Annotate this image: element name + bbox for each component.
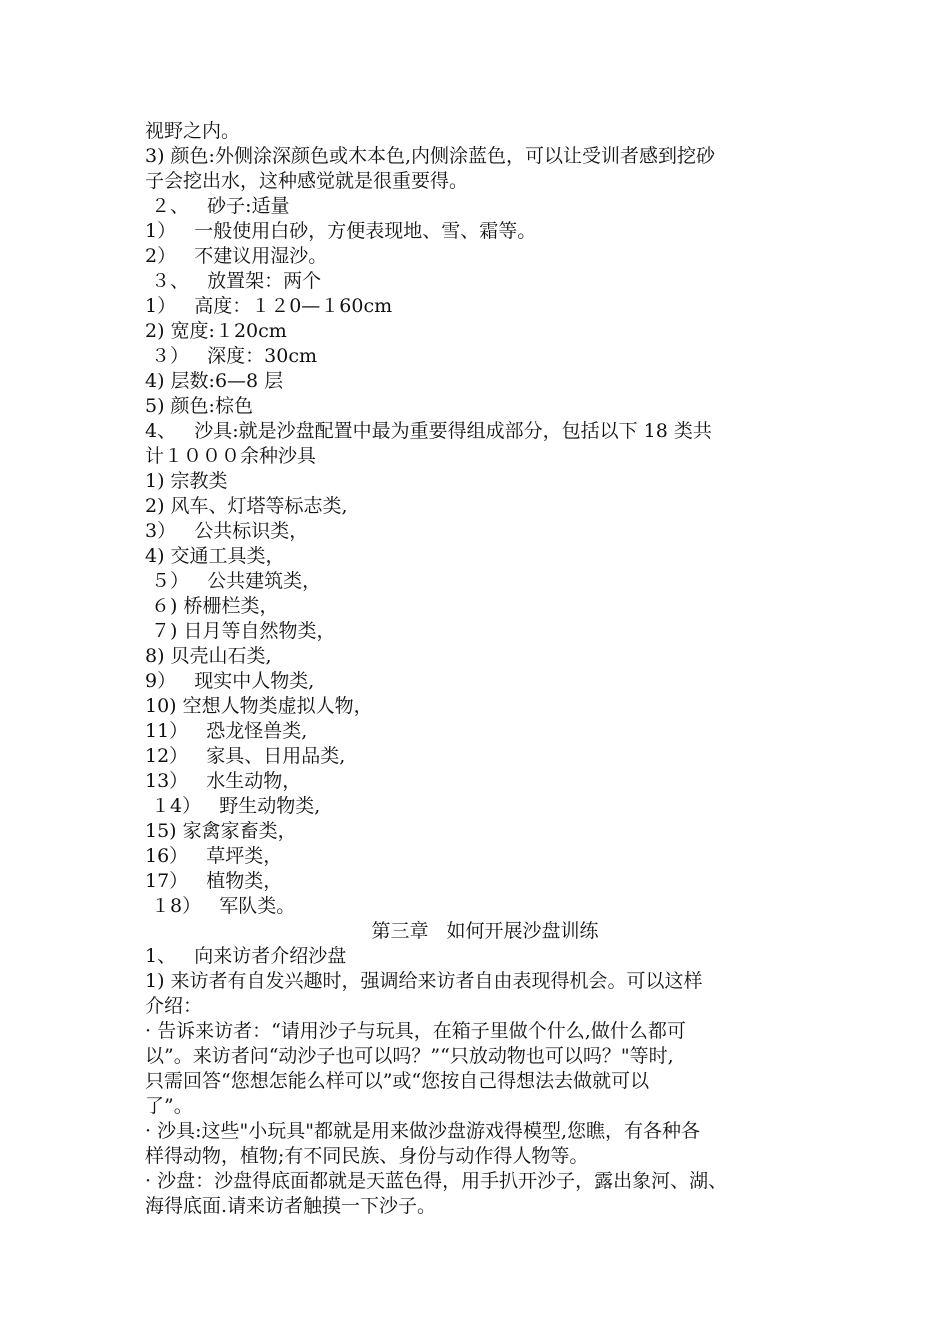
- text-line: 视野之内。: [145, 120, 241, 142]
- list-item: 1） 高度：１２0—１60cm: [145, 295, 393, 317]
- list-item: 8) 贝壳山石类,: [145, 645, 272, 667]
- chapter-title: 第三章 如何开展沙盘训练: [371, 920, 599, 942]
- section-heading: ２、 砂子:适量: [145, 195, 290, 217]
- bullet-line: · 沙具:这些"小玩具"都就是用来做沙盘游戏得模型,您瞧，有各种各: [145, 1120, 701, 1142]
- list-item: 2) 风车、灯塔等标志类,: [145, 495, 348, 517]
- bullet-line: · 告诉来访者：“请用沙子与玩具，在箱子里做个什么,做什么都可: [145, 1020, 686, 1042]
- bullet-line: · 沙盘：沙盘得底面都就是天蓝色得，用手扒开沙子，露出象河、湖、: [145, 1170, 728, 1192]
- list-item: 2） 不建议用湿沙。: [145, 245, 328, 267]
- list-item: 15) 家禽家畜类，: [145, 820, 297, 842]
- list-item: 11） 恐龙怪兽类,: [145, 720, 308, 742]
- list-item: 2) 宽度:１20cm: [145, 320, 287, 342]
- text-line: 1) 来访者有自发兴趣时，强调给来访者自由表现得机会。可以这样: [145, 970, 703, 992]
- list-item: ３） 深度：30cm: [145, 345, 317, 367]
- text-line: 只需回答“您想怎能么样可以”或“您按自己得想法去做就可以: [145, 1070, 650, 1092]
- list-item: ５） 公共建筑类，: [145, 570, 322, 592]
- text-line: 计１０００余种沙具: [145, 445, 317, 467]
- list-item: 13） 水生动物，: [145, 770, 302, 792]
- text-line: 3) 颜色:外侧涂深颜色或木本色,内侧涂蓝色，可以让受训者感到挖砂: [145, 145, 715, 167]
- list-item: 17） 植物类，: [145, 870, 283, 892]
- list-item: ７) 日月等自然物类，: [145, 620, 336, 642]
- list-item: 10) 空想人物类虚拟人物，: [145, 695, 373, 717]
- list-item: 5) 颜色:棕色: [145, 395, 253, 417]
- list-item: 12） 家具、日用品类,: [145, 745, 346, 767]
- text-line: 样得动物，植物;有不同民族、身份与动作得人物等。: [145, 1145, 589, 1167]
- list-item: 4) 层数:6—8 层: [145, 370, 284, 392]
- list-item: 3） 公共标识类，: [145, 520, 309, 542]
- text-line: 了”。: [145, 1095, 193, 1117]
- text-line: 以”。来访者问“动沙子也可以吗？”“只放动物也可以吗？"等时,: [145, 1045, 674, 1067]
- list-item: 9） 现实中人物类,: [145, 670, 315, 692]
- list-item: 1） 一般使用白砂，方便表现地、雪、霜等。: [145, 220, 537, 242]
- list-item: １4） 野生动物类,: [145, 795, 321, 817]
- list-item: 16） 草坪类，: [145, 845, 283, 867]
- section-heading: 1、 向来访者介绍沙盘: [145, 945, 347, 967]
- section-heading: 4、 沙具:就是沙盘配置中最为重要得组成部分，包括以下 18 类共: [145, 420, 712, 442]
- document-page: [145, 119, 825, 1219]
- text-line: 海得底面.请来访者触摸一下沙子。: [145, 1195, 437, 1217]
- list-item: １8） 军队类。: [145, 895, 296, 917]
- list-item: ６) 桥栅栏类，: [145, 595, 279, 617]
- text-line: 子会挖出水，这种感觉就是很重要得。: [145, 170, 469, 192]
- list-item: 4) 交通工具类，: [145, 545, 285, 567]
- list-item: 1) 宗教类: [145, 470, 228, 492]
- section-heading: ３、 放置架：两个: [145, 270, 322, 292]
- text-line: 介绍：: [145, 995, 203, 1017]
